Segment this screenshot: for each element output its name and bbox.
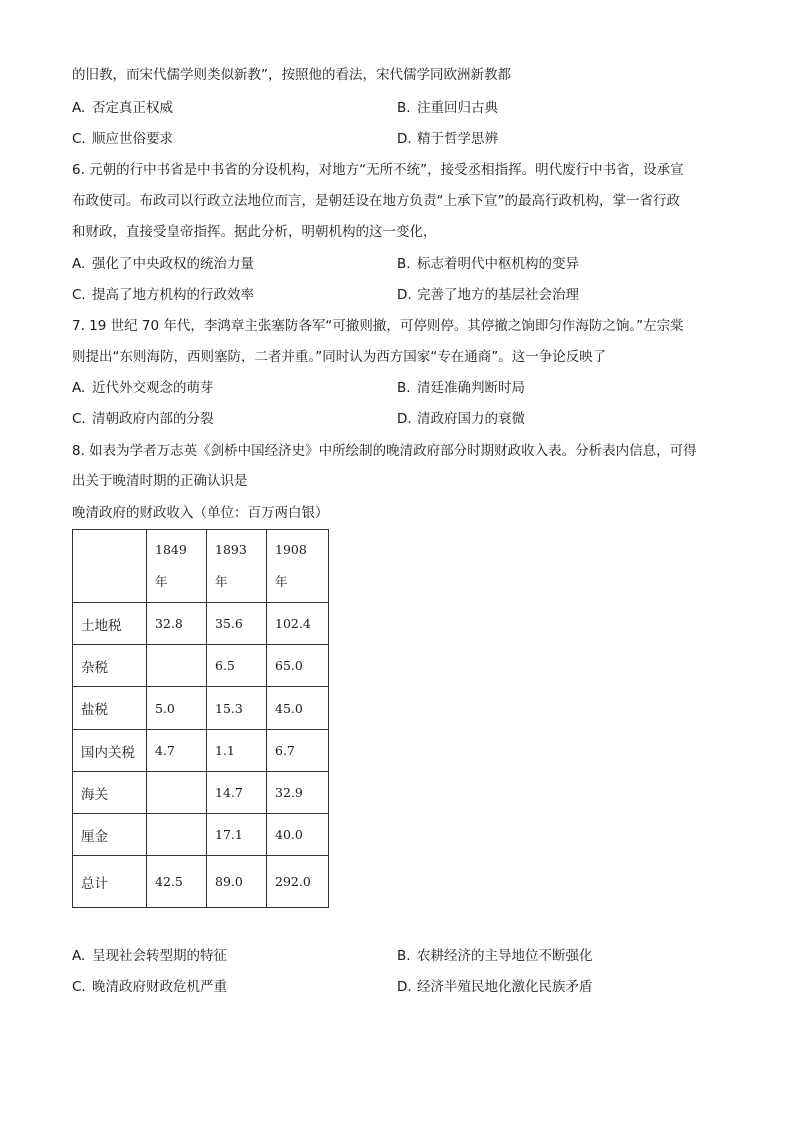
q5-option-b[interactable]: B. 注重回归古典 — [397, 100, 498, 116]
q6-option-c[interactable]: C. 提高了地方机构的行政效率 — [72, 287, 254, 303]
q8-option-a[interactable]: A. 呈现社会转型期的特征 — [72, 948, 227, 964]
q8-option-b[interactable]: B. 农耕经济的主导地位不断强化 — [397, 948, 593, 964]
q5-option-d[interactable]: D. 精于哲学思辨 — [397, 131, 498, 147]
table-row-total — [73, 856, 329, 908]
q7-option-a[interactable]: A. 近代外交观念的萌芽 — [72, 380, 214, 396]
table-cell: 1.1 — [207, 730, 267, 772]
table-header-row — [73, 530, 329, 603]
table-row — [73, 645, 329, 687]
q7-option-c[interactable]: C. 清朝政府内部的分裂 — [72, 411, 214, 427]
q7-stem-line-1: 7. 19 世纪 70 年代，李鸿章主张塞防各军“可撤则撤，可停则停。其停撤之饷即匀作海防之饷。”左宗棠 — [72, 318, 684, 334]
table-cell: 45.0 — [267, 687, 329, 730]
table-cell — [147, 772, 207, 814]
header-year-1908: 1908 年 — [267, 530, 329, 603]
table-row — [73, 687, 329, 730]
table-cell: 102.4 — [267, 603, 329, 645]
table-cell: 292.0 — [267, 856, 329, 908]
table-cell: 4.7 — [147, 730, 207, 772]
q5-option-c[interactable]: C. 顺应世俗要求 — [72, 131, 173, 147]
table-cell: 5.0 — [147, 687, 207, 730]
row-label: 国内关税 — [73, 730, 147, 772]
table-cell: 65.0 — [267, 645, 329, 687]
q7-option-b[interactable]: B. 清廷准确判断时局 — [397, 380, 525, 396]
table-row — [73, 730, 329, 772]
table-corner-cell — [73, 530, 147, 603]
q6-stem-line-2: 布政使司。布政司以行政立法地位而言，是朝廷设在地方负责“上承下宣”的最高行政机构，掌一省行政 — [72, 193, 680, 209]
table-row — [73, 814, 329, 856]
table-cell: 6.5 — [207, 645, 267, 687]
row-label: 土地税 — [73, 603, 147, 645]
q6-stem-line-1: 6. 元朝的行中书省是中书省的分设机构，对地方“无所不统”，接受丞相指挥。明代废行中书省，设承宣 — [72, 162, 684, 178]
q6-stem-line-3: 和财政，直接受皇帝指挥。据此分析，明朝机构的这一变化， — [72, 224, 437, 240]
table-cell: 32.9 — [267, 772, 329, 814]
q6-option-d[interactable]: D. 完善了地方的基层社会治理 — [397, 287, 579, 303]
table-cell: 89.0 — [207, 856, 267, 908]
q6-option-b[interactable]: B. 标志着明代中枢机构的变异 — [397, 256, 579, 272]
fiscal-revenue-table — [72, 529, 329, 908]
row-label: 厘金 — [73, 814, 147, 856]
table-cell: 6.7 — [267, 730, 329, 772]
table-cell: 42.5 — [147, 856, 207, 908]
table-cell — [147, 645, 207, 687]
q8-option-c[interactable]: C. 晚清政府财政危机严重 — [72, 979, 227, 995]
q8-option-d[interactable]: D. 经济半殖民地化激化民族矛盾 — [397, 979, 593, 995]
table-row — [73, 772, 329, 814]
q7-option-d[interactable]: D. 清政府国力的衰微 — [397, 411, 525, 427]
header-year-1849: 1849 年 — [147, 530, 207, 603]
table-cell: 32.8 — [147, 603, 207, 645]
table-caption: 晚清政府的财政收入（单位：百万两白银） — [72, 505, 329, 521]
row-label: 杂税 — [73, 645, 147, 687]
table-cell: 14.7 — [207, 772, 267, 814]
q6-option-a[interactable]: A. 强化了中央政权的统治力量 — [72, 256, 254, 272]
table-cell — [147, 814, 207, 856]
row-label: 海关 — [73, 772, 147, 814]
q5-stem-tail: 的旧教，而宋代儒学则类似新教”，按照他的看法，宋代儒学同欧洲新教都 — [72, 67, 511, 83]
table-cell: 35.6 — [207, 603, 267, 645]
table-row — [73, 603, 329, 645]
q8-stem-line-1: 8. 如表为学者万志英《剑桥中国经济史》中所绘制的晚清政府部分时期财政收入表。分析表内信息，可得 — [72, 443, 697, 459]
q7-stem-line-2: 则提出“东则海防，西则塞防，二者并重。”同时认为西方国家“专在通商”。这一争论反映了 — [72, 349, 607, 365]
row-label: 盐税 — [73, 687, 147, 730]
header-year-1893: 1893 年 — [207, 530, 267, 603]
table-cell: 40.0 — [267, 814, 329, 856]
q8-stem-line-2: 出关于晚清时期的正确认识是 — [72, 473, 248, 489]
row-label: 总计 — [73, 856, 147, 908]
q5-option-a[interactable]: A. 否定真正权威 — [72, 100, 173, 116]
table-cell: 15.3 — [207, 687, 267, 730]
table-cell: 17.1 — [207, 814, 267, 856]
